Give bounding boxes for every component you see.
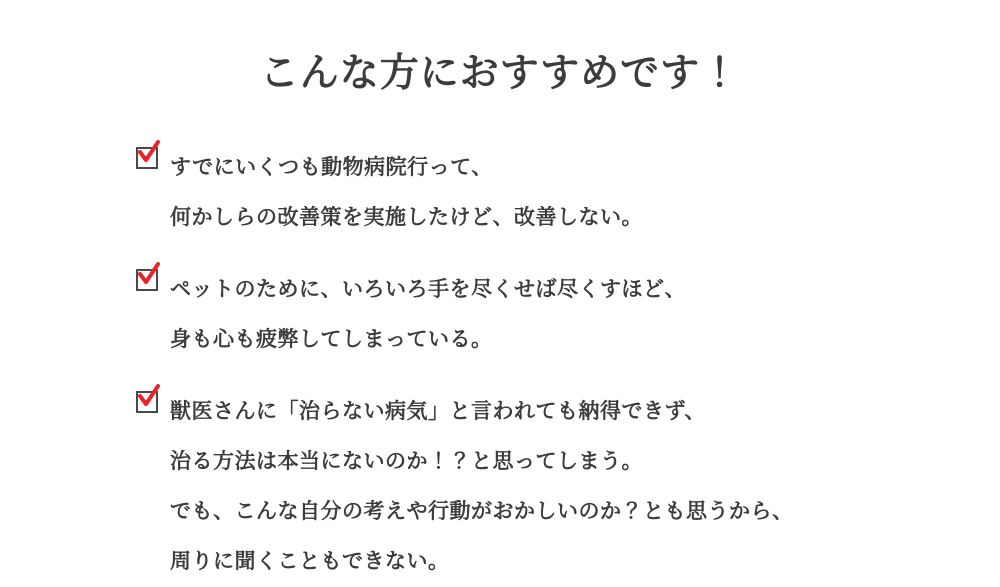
list-item-text	[170, 142, 1000, 242]
text-line: すでにいくつも動物病院行って、	[170, 155, 493, 179]
recommendation-list	[0, 142, 1000, 586]
text-line: ペットのために、いろいろ手を尽くせば尽くすほど、	[170, 277, 686, 301]
text-line: でも、こんな自分の考えや行動がおかしいのか？とも思うから、	[170, 499, 794, 523]
checked-checkbox-icon	[136, 391, 158, 413]
list-item-text	[170, 264, 1000, 364]
text-line: 治る方法は本当にないのか！？と思ってしまう。	[170, 449, 643, 473]
text-line: 獣医さんに「治らない病気」と言われても納得できず、	[170, 399, 706, 423]
checked-checkbox-icon	[136, 269, 158, 291]
checked-checkbox-icon	[136, 147, 158, 169]
text-line: 周りに聞くこともできない。	[170, 549, 450, 573]
list-item	[136, 264, 1000, 364]
list-item	[136, 142, 1000, 242]
list-item	[136, 386, 1000, 586]
text-line: 何かしらの改善策を実施したけど、改善しない。	[170, 205, 643, 229]
page-title: こんな方におすすめです！	[259, 51, 741, 96]
text-line: 身も心も疲弊してしまっている。	[170, 327, 493, 351]
list-item-text	[170, 386, 1000, 586]
